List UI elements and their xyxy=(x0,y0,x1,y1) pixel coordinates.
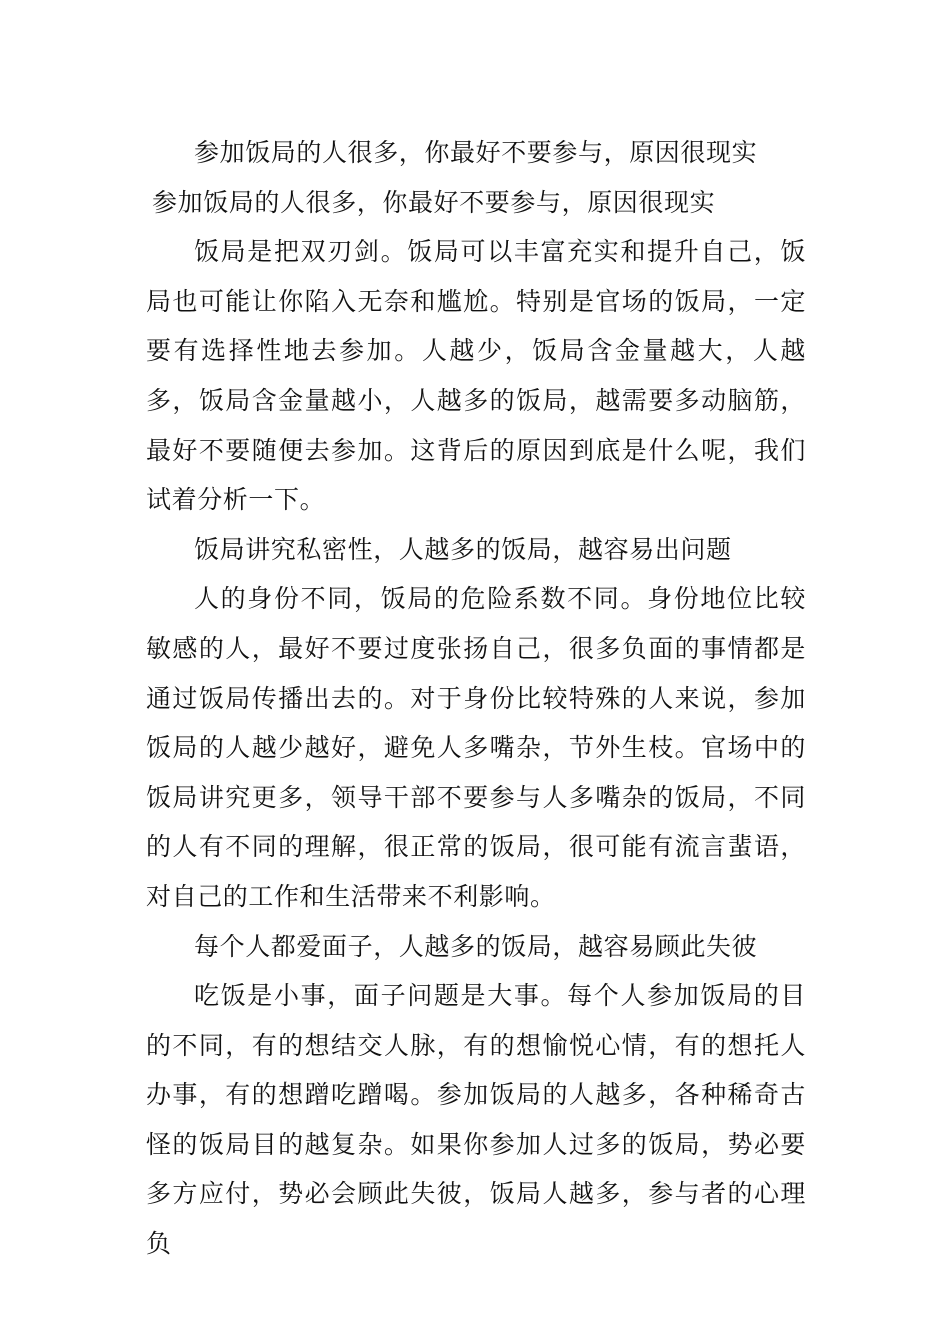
document-subtitle: 参加饭局的人很多，你最好不要参与，原因很现实 xyxy=(152,187,716,217)
document-title: 参加饭局的人很多，你最好不要参与，原因很现实 xyxy=(194,138,758,167)
document-body xyxy=(146,128,806,1269)
paragraph-intro: 饭局是把双刃剑。饭局可以丰富充实和提升自己，饭局也可能让你陷入无奈和尴尬。特别是官场的饭局，一定要有选择性地去参加。人越少，饭局含金量越大，人越多，饭局含金量越小，人越多的饭局，越需要多动脑筋，最好不要随便去参加。这背后的原因到底是什么呢，我们试着分析一下。 xyxy=(146,237,806,515)
section-heading-privacy: 饭局讲究私密性，人越多的饭局，越容易出问题 xyxy=(194,534,732,564)
section-heading-face: 每个人都爱面子，人越多的饭局，越容易顾此失彼 xyxy=(194,931,758,961)
paragraph-privacy: 人的身份不同，饭局的危险系数不同。身份地位比较敏感的人，最好不要过度张扬自己，很多负面的事情都是通过饭局传播出去的。对于身份比较特殊的人来说，参加饭局的人越少越好，避免人多嘴杂，节外生枝。官场中的饭局讲究更多，领导干部不要参与人多嘴杂的饭局，不同的人有不同的理解，很正常的饭局，很可能有流言蜚语，对自己的工作和生活带来不利影响。 xyxy=(146,584,806,911)
paragraph-face: 吃饭是小事，面子问题是大事。每个人参加饭局的目的不同，有的想结交人脉，有的想愉悦心情，有的想托人办事，有的想蹭吃蹭喝。参加饭局的人越多，各种稀奇古怪的饭局目的越复杂。如果你参加人过多的饭局，势必要多方应付，势必会顾此失彼，饭局人越多，参与者的心理负 xyxy=(146,981,806,1259)
